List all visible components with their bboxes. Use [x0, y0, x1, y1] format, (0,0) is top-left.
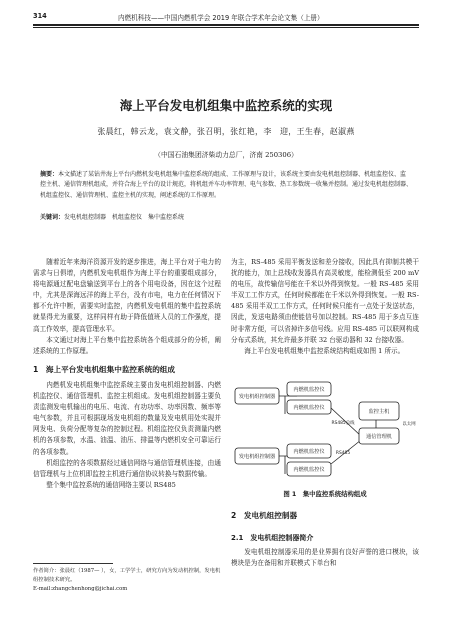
section-2-heading: 2 发电机组控制器: [231, 511, 298, 520]
running-title: 内燃机科技——中国内燃机学会 2019 年联合学术年会论文集（上册）: [118, 14, 324, 22]
footnote-author: 作者简介：张晨红（1987— ），女，工学学士，研究方向为发动机控制，发电机组控制技术研究。: [33, 568, 221, 583]
paper-authors: 张晨红，韩云龙，袁文静，张召明，张红艳，李 迎，王生春，赵淑燕: [97, 127, 355, 136]
section-1-heading: 1 海上平台发电机组集中监控系统的组成: [33, 364, 175, 374]
text-monitor-top-2: 内燃机监控仪: [293, 405, 325, 411]
figure-1-caption: 图 1 集中监控系统结构组成: [283, 490, 367, 498]
footnote-rule: [33, 563, 113, 564]
text-ethernet: 以太网: [402, 422, 416, 427]
system-structure-diagram: [231, 378, 419, 486]
footnote-email: E-mail:zhangchenhong@jichai.com: [33, 586, 128, 592]
abstract-text: 本文描述了某钻井海上平台内燃机发电机组集中监控系统的组成、工作原理与设计，该系统主要由发电机组控制器、机组监控仪、监控主机、通信管理机组成，并符合海上平台的设计规范，将机组并车功率管理、电气参数、热工参数统一收集并控制。通过发电机组控制器、机组监控仪、通信管理机、监控主机的实现，阐述系统的工作原理。: [40, 171, 413, 199]
paragraph-controller-intro: 发电机组控制器采用的是业界拥有良好声誉的进口模块，该模块是为在备用和并联模式下单台和: [231, 548, 419, 568]
text-host: 监控主机: [368, 409, 390, 415]
text-monitor-bottom-2: 内燃机监控仪: [293, 467, 325, 473]
text-monitor-bottom: 内燃机监控仪: [293, 449, 325, 455]
header-rule: [33, 24, 419, 26]
text-comm-manager: 通信管理机: [366, 434, 392, 440]
paper-affiliation: （中国石油集团济柴动力总厂，济南 250306）: [154, 151, 298, 159]
keywords: [40, 212, 412, 221]
paragraph-intro: 随着近年来海洋资源开发的逐步推进，海上平台对于电力的需求与日俱增，内燃机发电机组作为海上平台的重要组成部分，将电源通过配电盘输送到平台上的各个用电设备，因在这个过程中，尤其是深海远洋的海上平台，没有市电，电力在任何情况下都不允许中断，需要实时监控，内燃机发电机组的集中监控系统就显得尤为重要，这样同样有助于降低值班人员的工作强度，提高工作效率，提高管理水平。: [33, 258, 221, 333]
text-rs485: RS485: [335, 451, 351, 456]
left-column: [33, 257, 221, 491]
paragraph-rs485: 整个集中监控系统的通信网络主要以 RS485: [46, 480, 176, 489]
paper-title: 海上平台发电机组集中监控系统的实现: [119, 98, 333, 113]
section-2-1-heading: 2.1 发电机组控制器简介: [231, 534, 314, 543]
paragraph-rs485-details: 为主，RS-485 采用平衡发送和差分接收，因此具有抑制共模干扰的能力，加上总线收发器具有高灵敏度，能检测低至 200 mV 的电压，故传输信号能在千米以外得到恢复。一般 RS-485 采用半双工工作方式，任何时候都能在千米以外得到恢复。一般 RS-485 采用半双工工作方式，任何时候只能有一点处于发送状态，因此，发送电路须由使能信号加以控制。RS-485 用于多点互连时非常方便，可以省掉许多信号线。应用 RS-485 可以联网构成分布式系统，其允许最多并联 32 台驱动器和 32 台接收器。: [231, 258, 419, 344]
right-column-top: [231, 257, 419, 357]
abstract: [40, 170, 412, 201]
paragraph-network: 机组监控的各项数据经过通信网络与通信管理机连接，由通信管理机与上位机即监控主机进行通信协议转换与数据传输。: [33, 458, 221, 478]
right-column-bottom: [231, 510, 419, 569]
page-number: 314: [33, 12, 47, 20]
header-rule-thin: [33, 27, 419, 28]
text-controller-top: 发电机组控制器: [238, 394, 276, 400]
paragraph-figure-ref: 海上平台发电机组集中监控系统结构组成如图 1 所示。: [244, 346, 405, 355]
keywords-label: 关键词：: [40, 214, 65, 221]
text-controller-bottom: 发电机组控制器: [238, 454, 276, 460]
abstract-label: 摘要：: [40, 171, 59, 178]
keywords-text: 发电机组控制器 机组监控仪 集中监控系统: [64, 214, 185, 221]
text-monitor-top: 内燃机监控仪: [293, 387, 325, 393]
paragraph-intro-2: 本文通过对海上平台集中监控系统各个组成部分的分析，阐述系统的工作原理。: [33, 335, 221, 355]
text-bus: RS485总线: [331, 421, 355, 426]
paragraph-composition: 内燃机发电机组集中监控系统主要由发电机组控制器、内燃机监控仪、通信管理机、监控主机组成。发电机组控制器主要负责监测发电机输出的电压、电流、有功功率、功率因数、频率等电气参数，并且可根据现场发电机组的数量及发电机用处实现并网发电、负荷分配等复杂的控制过程。机组监控仪负责测量内燃机的各项参数，水温、油温、油压、排温等内燃机安全可靠运行的各项参数。: [33, 380, 221, 456]
